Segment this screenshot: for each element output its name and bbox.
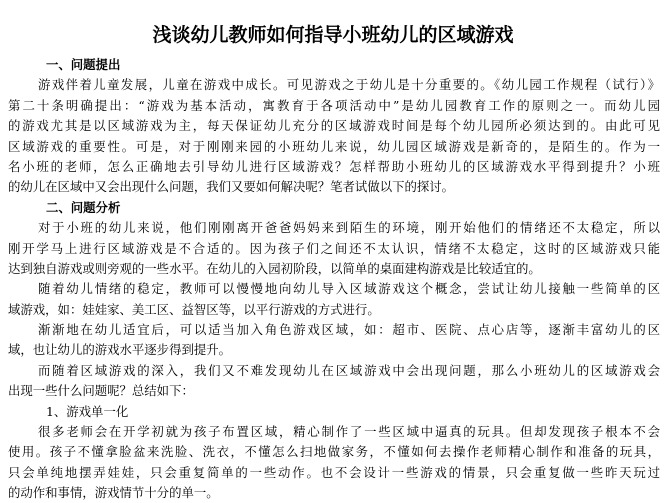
paragraph-line: 而随着区域游戏的深入，我们又不难发现幼儿在区域游戏中会出现问题，那么小班幼儿的区域游戏会 bbox=[38, 362, 660, 378]
paragraph-line: 刚开学马上进行区域游戏是不合适的。因为孩子们之间还不太认识，情绪不太稳定，这时的区域游戏只能 bbox=[8, 240, 660, 256]
paragraph-line: 游戏伴着儿童发展，儿童在游戏中成长。可见游戏之于幼儿是十分重要的。《幼儿园工作规程（试行）》 bbox=[38, 77, 660, 93]
paragraph-line: 对于小班的幼儿来说，他们刚刚离开爸爸妈妈来到陌生的环境，刚开始他们的情绪还不太稳定，所以 bbox=[38, 220, 660, 236]
paragraph-line: 第二十条明确提出：“游戏为基本活动，寓教育于各项活动中”是幼儿园教育工作的原则之一。而幼儿园 bbox=[8, 97, 660, 113]
paragraph-line: 的幼儿在区域中又会出现什么问题，我们又要如何解决呢？笔者试做以下的探讨。 bbox=[8, 179, 455, 195]
document-body bbox=[8, 55, 660, 503]
paragraph-line: 域，也让幼儿的游戏水平逐步得到提升。 bbox=[8, 342, 232, 358]
paragraph-line: 很多老师会在开学初就为孩子布置区域，精心制作了一些区域中逼真的玩具。但却发现孩子根本不会 bbox=[38, 424, 660, 440]
subsection-heading: 1、游戏单一化 bbox=[46, 403, 129, 419]
document-title: 浅谈幼儿教师如何指导小班幼儿的区域游戏 bbox=[152, 24, 514, 46]
paragraph-line: 出现一些什么问题呢？总结如下： bbox=[8, 383, 194, 399]
paragraph-line: 渐渐地在幼儿适宜后，可以适当加入角色游戏区域，如：超市、医院、点心店等，逐渐丰富幼儿的区 bbox=[38, 322, 660, 338]
paragraph-line: 只会单纯地摆弄娃娃，只会重复简单的一些动作。也不会设计一些游戏的情景，只会重复做一些昨天玩过 bbox=[8, 464, 660, 480]
paragraph-line: 的游戏尤其是以区域游戏为主，每天保证幼儿充分的区域游戏时间是每个幼儿园所必须达到的。由此可见 bbox=[8, 118, 660, 134]
paragraph-line: 的动作和事情，游戏情节十分的单一。 bbox=[8, 485, 219, 501]
paragraph-line: 随着幼儿情绪的稳定，教师可以慢慢地向幼儿导入区域游戏这个概念，尝试让幼儿接触一些简单的区 bbox=[38, 281, 660, 297]
section-heading: 二、问题分析 bbox=[46, 199, 121, 215]
section-heading: 一、问题提出 bbox=[46, 57, 121, 72]
paragraph-line: 达到独自游戏或则旁观的一些水平。在幼儿的入园初阶段，以简单的桌面建构游戏是比较适宜的。 bbox=[8, 260, 541, 276]
paragraph-line: 域游戏，如：娃娃家、美工区、益智区等，以平行游戏的方式进行。 bbox=[8, 301, 380, 317]
paragraph-line: 名小班的老师，怎么正确地去引导幼儿进行区域游戏？怎样帮助小班幼儿的区域游戏水平得到提升？小班 bbox=[8, 158, 660, 174]
paragraph-line: 使用。孩子不懂拿脸盆来洗脸、洗衣，不懂怎么扫地做家务，不懂如何去操作老师精心制作和准备的玩具， bbox=[8, 444, 660, 460]
paragraph-line: 区域游戏的重要性。可是，对于刚刚来园的小班幼儿来说，幼儿园区域游戏是新奇的，是陌生的。作为一 bbox=[8, 138, 660, 154]
